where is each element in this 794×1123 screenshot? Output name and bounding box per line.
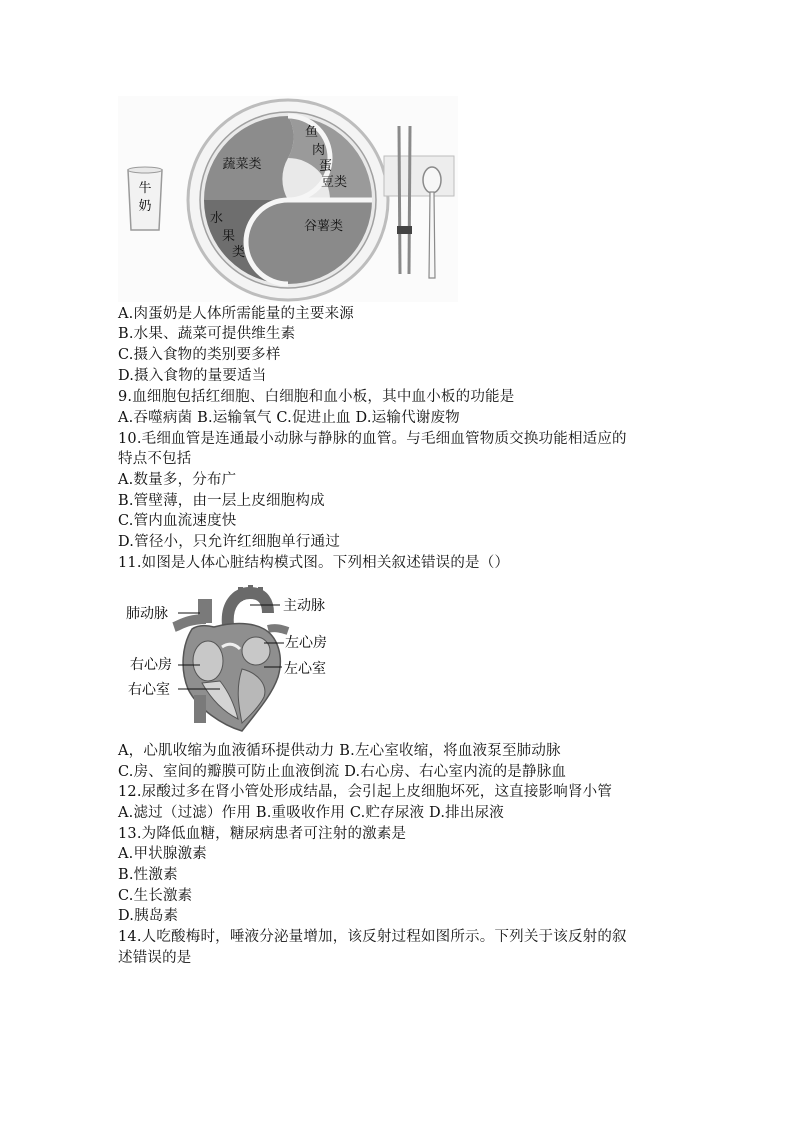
meat-label-2: 肉	[312, 143, 326, 158]
q9-options: A.吞噬病菌 B.运输氧气 C.促进止血 D.运输代谢废物	[118, 410, 460, 426]
q8-option-c: C.摄入食物的类别要多样	[118, 347, 281, 363]
q13-option-a: A.甲状腺激素	[118, 846, 207, 862]
label-right-atrium: 右心房	[130, 657, 172, 673]
q11-options-line-1: A，心肌收缩为血液循环提供动力 B.左心室收缩，将血液泵至肺动脉	[118, 743, 561, 759]
label-pulmonary-artery: 肺动脉	[126, 606, 168, 622]
plate-icon	[188, 100, 388, 300]
meat-label-3: 蛋	[319, 159, 333, 174]
heart-structure-figure	[118, 585, 358, 735]
q10-stem-line-2: 特点不包括	[118, 451, 192, 467]
fruit-label-1: 水	[210, 211, 224, 226]
label-left-atrium: 左心房	[285, 635, 327, 651]
label-right-ventricle: 右心室	[128, 682, 170, 698]
q12-options: A.滤过（过滤）作用 B.重吸收作用 C.贮存尿液 D.排出尿液	[118, 805, 504, 821]
label-left-ventricle: 左心室	[284, 661, 326, 677]
q11-options-line-2: C.房、室间的瓣膜可防止血液倒流 D.右心房、右心室内流的是静脉血	[118, 764, 567, 780]
q8-option-d: D.摄入食物的量要适当	[118, 368, 267, 384]
q13-option-d: D.胰岛素	[118, 908, 179, 924]
milk-label-2: 奶	[138, 199, 152, 214]
fruit-label-2: 果	[222, 229, 236, 244]
q14-stem-line-1: 14.人吃酸梅时，唾液分泌量增加，该反射过程如图所示。下列关于该反射的叙	[118, 929, 627, 945]
label-aorta: 主动脉	[283, 598, 325, 614]
milk-label-1: 牛	[138, 181, 152, 196]
q10-option-b: B.管壁薄，由一层上皮细胞构成	[118, 493, 325, 509]
q8-option-b: B.水果、蔬菜可提供维生素	[118, 326, 296, 342]
q11-stem: 11.如图是人体心脏结构模式图。下列相关叙述错误的是（）	[118, 555, 510, 571]
q8-option-a: A.肉蛋奶是人体所需能量的主要来源	[118, 306, 354, 322]
q10-option-a: A.数量多，分布广	[118, 472, 237, 488]
q13-stem: 13.为降低血糖，糖尿病患者可注射的激素是	[118, 826, 407, 842]
q14-stem-line-2: 述错误的是	[118, 950, 192, 966]
meat-label-1: 鱼	[305, 125, 319, 140]
q13-option-c: C.生长激素	[118, 888, 193, 904]
q10-option-c: C.管内血流速度快	[118, 513, 237, 529]
vegetables-label: 蔬菜类	[222, 157, 262, 172]
q10-option-d: D.管径小，只允许红细胞单行通过	[118, 534, 340, 550]
heart-icon	[174, 585, 288, 731]
q12-stem: 12.尿酸过多在肾小管处形成结晶，会引起上皮细胞坏死，这直接影响肾小管	[118, 784, 613, 800]
grain-label: 谷薯类	[304, 219, 344, 234]
q9-stem: 9.血细胞包括红细胞、白细胞和血小板，其中血小板的功能是	[118, 389, 515, 405]
food-plate-figure	[118, 96, 458, 302]
meat-label-4: 豆类	[321, 175, 348, 190]
q13-option-b: B.性激素	[118, 867, 178, 883]
q10-stem-line-1: 10.毛细血管是连通最小动脉与静脉的血管。与毛细血管物质交换功能相适应的	[118, 431, 627, 447]
fruit-label-3: 类	[232, 245, 246, 260]
